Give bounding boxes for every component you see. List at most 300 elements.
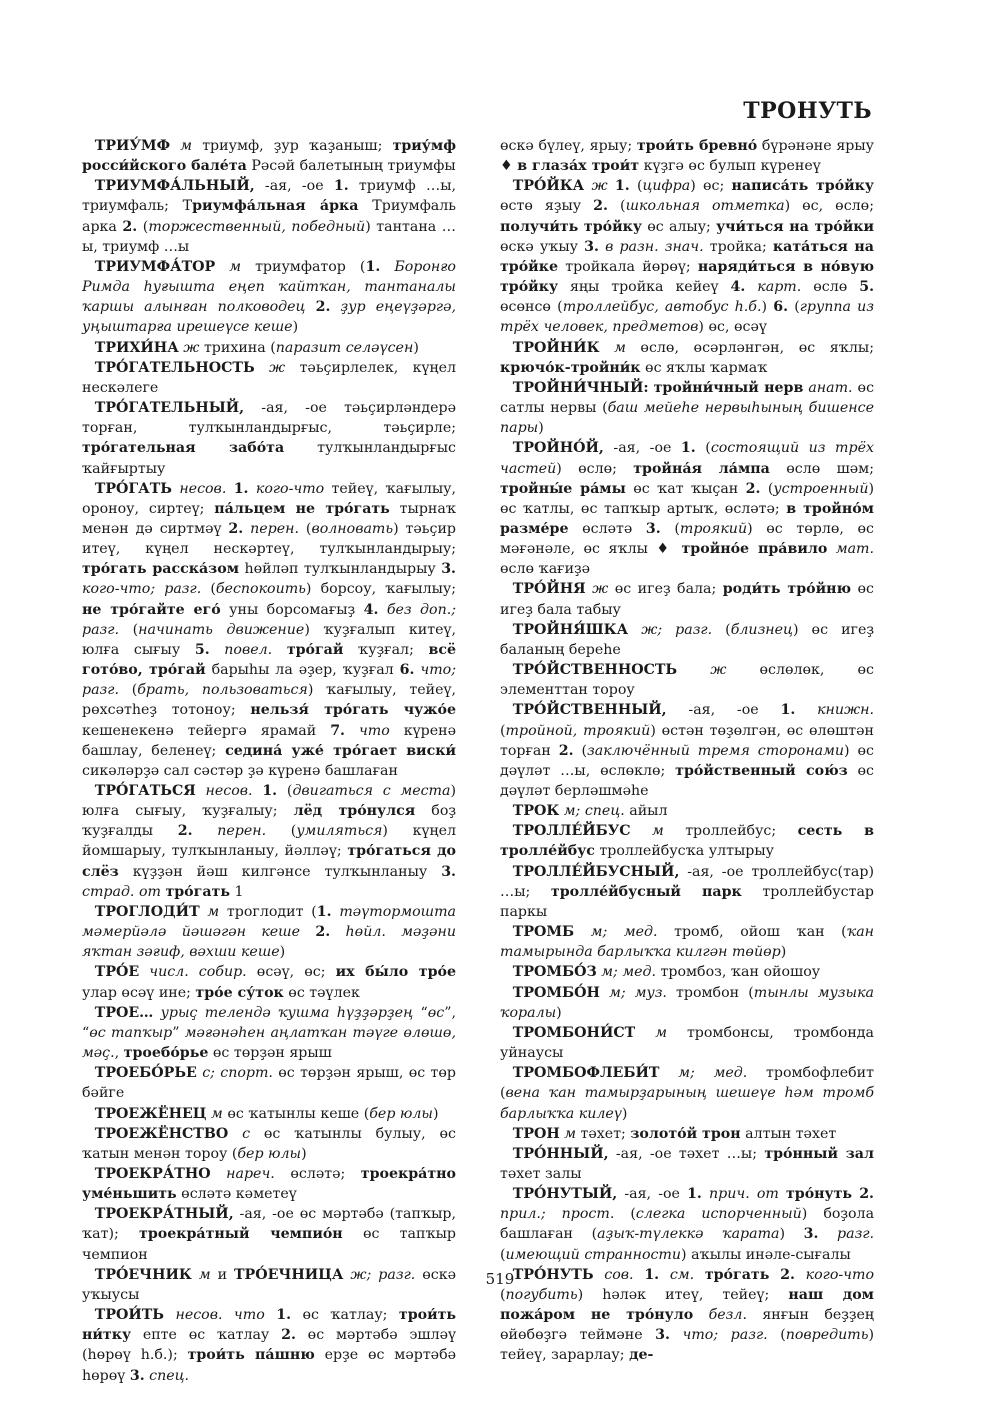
entry-label: м (652, 823, 664, 840)
entry-phrase: трои́ть ни́тку (82, 1307, 457, 1344)
entry-label: группа из трёх человек, предметов (500, 299, 875, 336)
entry-label: м (198, 1266, 211, 1283)
entry-text: ) өс дәүләт …ы, өслөклө; (500, 742, 874, 779)
entry-headword: ТРОМБО́Н (512, 984, 600, 1001)
entry-text: барыһы ла әҙер, ҡуҙғал (205, 662, 400, 679)
entry-text (380, 259, 394, 275)
entry-text (827, 541, 835, 557)
running-head: ТРОНУТЬ (743, 98, 872, 124)
entry-text: Триумфаль арка (82, 198, 456, 235)
entry-headword: ТРО́ЙСТВЕННОСТЬ (512, 662, 678, 679)
entry-label: карт. (757, 279, 802, 296)
dictionary-entry (82, 398, 456, 479)
entry-text: ( (573, 742, 588, 759)
entry-phrase: тролле́йбусный парк (550, 883, 742, 900)
entry-phrase: риумфа́льная а́рка (192, 198, 359, 215)
entry-text: ) өс, өсәү (698, 319, 767, 336)
entry-text: күренә башлау, беленеү; (82, 722, 456, 759)
entry-label: ҙур еңеүҙәргә, уңыштарға ирешеүсе кеше (82, 299, 456, 336)
entry-text (226, 481, 233, 497)
entry-label: слегка испорченный (635, 1206, 802, 1223)
entry-text: “ (413, 1004, 428, 1021)
dictionary-entry (82, 1063, 456, 1103)
entry-label: м (564, 1125, 577, 1142)
entry-phrase: сесть в тролле́йбус (500, 823, 874, 860)
entry-label: ж (592, 581, 609, 598)
entry-label: двигаться с места (292, 783, 451, 799)
entry-label: состоящий из трёх частей (500, 440, 874, 477)
entry-text: ) тәьҫир итеү, күңел нескәртеү, тулҡынландырыу; (82, 520, 456, 558)
entry-text (330, 924, 345, 940)
entry-headword: ТРО́ЕЧНИК (94, 1266, 192, 1283)
dictionary-entry (82, 1104, 456, 1124)
entry-text: өсләтә (568, 520, 646, 537)
entry-phrase: 1. (687, 1186, 702, 1203)
dictionary-entry (82, 136, 456, 176)
entry-text: ) (413, 339, 419, 356)
entry-text (139, 964, 149, 980)
dictionary-entry (82, 176, 456, 257)
entry-label: безл. (708, 1307, 747, 1324)
entry-text: троллейбустар паркы (500, 883, 874, 920)
entry-phrase: троебо́рье (123, 1045, 209, 1062)
entry-headword: ТРОМБОФЛЕБИ́Т (512, 1065, 660, 1082)
entry-text: тромбон ( (666, 984, 754, 1001)
dictionary-entry (500, 821, 874, 861)
dictionary-entry (82, 338, 456, 358)
entry-text: ) өс игеҙ баланың береһе (500, 621, 874, 658)
entry-text (170, 138, 180, 154)
entry-label: м (180, 138, 193, 154)
entry-label: начинать движение (138, 621, 305, 638)
dictionary-entry (500, 660, 874, 700)
entry-text: ) тейеү, зарарлау; (500, 1327, 875, 1364)
entry-phrase: троекра́тный чемпио́н (139, 1226, 343, 1243)
entry-text: ) (279, 944, 286, 961)
entry-text: ( (299, 520, 312, 537)
entry-text: ерҙе өс мәртәбә һөрөү (82, 1347, 457, 1384)
dictionary-entry (82, 781, 456, 902)
dictionary-entry (500, 862, 874, 922)
entry-phrase: 2. (315, 924, 331, 941)
entry-text: ) тантана …ы, триумф …ы (82, 218, 456, 255)
entry-text: тромб, ойош ҡан ( (657, 924, 847, 941)
entry-phrase: их бы́ло тро́е (335, 964, 456, 981)
entry-phrase: 5. (859, 279, 875, 296)
right-column (500, 136, 874, 1366)
entry-label: м (655, 1024, 667, 1041)
entry-phrase: 3. (441, 863, 456, 880)
entry-headword: ТРОЕКРА́ТНЫЙ, (94, 1206, 234, 1223)
entry-phrase: тро́гательная забо́та (82, 440, 285, 457)
entry-text: епте өс ҡатлау (131, 1327, 282, 1344)
entry-label: ҡан тамырында барлыҡҡа килгән төйөр (500, 924, 875, 961)
entry-text: тулҡынландырғыс ҡайғыртыу (82, 440, 457, 477)
entry-text: өсөнсө ( (500, 299, 563, 316)
entry-phrase: тро́гать расска́зом (82, 561, 240, 578)
entry-label: анат. (808, 379, 853, 396)
entry-phrase: 6. (399, 662, 415, 679)
entry-text: ) өс төрлө, өс мәғәнәле, өс яҡлы ♦ (500, 520, 875, 558)
entry-text: уны борсомағыҙ (220, 601, 364, 618)
entry-headword: ТРОМБОНИ́СТ (512, 1024, 636, 1041)
entry-text: өслөлөк, өс элементтан тороу (500, 662, 875, 699)
entry-phrase: нельзя́ тро́гать чужо́е (250, 702, 456, 719)
entry-text: ) (538, 420, 544, 437)
entry-text: ( (788, 299, 800, 316)
entry-headword: ТРОЕКРА́ТНО (94, 1165, 211, 1182)
entry-phrase: всё гото́во, тро́гай (82, 641, 457, 679)
entry-phrase: троекра́тно уме́ньшить (82, 1165, 456, 1203)
entry-text: өс төрҙән ярыш (208, 1045, 332, 1062)
entry-phrase: тройно́е пра́вило (681, 541, 828, 558)
entry-text: ( (201, 581, 216, 598)
entry-text: -ая, -ое (603, 440, 681, 457)
dictionary-entry (82, 257, 456, 338)
entry-text: өскә уҡыу (500, 238, 585, 255)
dictionary-entry (500, 801, 874, 821)
entry-text (305, 299, 315, 315)
entry-phrase: 1. (780, 702, 796, 719)
entry-text: ( (277, 783, 293, 799)
entry-text: ) (780, 944, 787, 961)
entry-label: бер юлы (369, 1105, 433, 1122)
entry-label: без доп.; разг. (82, 601, 457, 638)
entry-phrase: наряди́ться в но́вую тро́йку (500, 258, 874, 296)
entry-phrase: крючо́к-тройни́к (500, 359, 641, 376)
entry-text: трихина ( (199, 339, 276, 356)
dictionary-entry (500, 1144, 874, 1184)
entry-text (300, 924, 315, 940)
entry-text (249, 481, 256, 497)
entry-text: триумф …ы, триумфаль; Т (82, 178, 456, 215)
entry-text: өслө, өсәрләнгән, өс яҡлы; (625, 339, 874, 356)
entry-text: ) өслө; (556, 460, 634, 477)
entry-label: тынлы музыка ҡоралы (500, 984, 875, 1021)
entry-label: несов. (179, 480, 227, 497)
entry-phrase: 1. (262, 783, 278, 799)
entry-phrase: 2. (281, 1327, 296, 1344)
entry-label: кого-что (805, 1266, 874, 1283)
entry-phrase: учи́ться на тро́йки (716, 218, 874, 235)
entry-phrase: де- (629, 1347, 654, 1364)
entry-text: ) (779, 1226, 804, 1243)
entry-text (153, 1005, 160, 1021)
dictionary-entry (82, 902, 456, 962)
entry-text: -ая, -ое өс мәртәбә (тапҡыр, ҡат); (82, 1206, 456, 1243)
entry-text: ( (712, 621, 731, 638)
entry-text: ) (621, 1105, 628, 1122)
entry-label: нареч. (226, 1165, 275, 1182)
entry-headword: ТРОЕ… (94, 1004, 154, 1021)
entry-text (255, 360, 269, 376)
dictionary-entry (82, 1204, 456, 1264)
entry-text: тройкала йөрөү; (557, 258, 698, 275)
entry-text: боҙ ҡуҙғалды (82, 803, 456, 840)
entry-text (272, 642, 287, 658)
entry-text: ( (500, 722, 506, 739)
entry-phrase: ТРО́ЕЧНИЦА (234, 1266, 344, 1283)
entry-label: ж (183, 339, 200, 356)
entry-phrase: 2. (859, 1186, 874, 1203)
dictionary-entry (500, 983, 874, 1023)
entry-text: ) аҡылы инәле-сығалы (681, 1246, 851, 1263)
dictionary-entry (500, 1023, 874, 1063)
entry-text: ) өс ҡатлы, өс тапҡыр артыҡ, өсләтә; (500, 480, 875, 517)
entry-text: 1 (229, 883, 244, 900)
dictionary-entry (82, 479, 456, 781)
entry-text: ) ҡағылыу, тейеү, рөхсәтһеҙ тотоноу; (82, 682, 456, 719)
entry-text: өскә уҡыусы (82, 1266, 456, 1303)
entry-phrase: 1. (276, 1307, 292, 1324)
entry-label: өс (427, 1004, 445, 1021)
entry-text: -ая, -ое (617, 1186, 688, 1203)
dictionary-entry (500, 378, 874, 438)
entry-text: өс ҡатлау; (291, 1307, 399, 1324)
entry-text: ) өс, өслө; (784, 198, 874, 215)
entry-text: ) (556, 1004, 562, 1021)
entry-text (795, 702, 817, 718)
entry-headword: ТРИУМФА́ЛЬНЫЙ, (94, 178, 255, 195)
entry-text (599, 340, 614, 356)
entry-text: тырнаҡ менән дә сиртмәү (82, 500, 456, 537)
entry-text (600, 985, 609, 1001)
entry-text: тәхет; (576, 1125, 631, 1142)
entry-text (659, 1065, 678, 1081)
entry-text: ( (118, 621, 139, 638)
entry-headword: ТРО́ЙНЯ (512, 581, 586, 598)
entry-label: разг. (837, 1226, 875, 1243)
entry-text: -ая, -ое (666, 702, 781, 719)
entry-text: ( (500, 1286, 506, 1303)
entry-label: цифра (642, 178, 691, 195)
entry-label: м; мед. (601, 964, 657, 981)
entry-text: ) (301, 1145, 307, 1162)
entry-label: прил.; прост. (500, 1206, 615, 1223)
entry-text: алтын тәхет (740, 1125, 837, 1142)
dictionary-entry (500, 962, 874, 982)
entry-label: повел. (224, 641, 273, 658)
entry-phrase: тройни́чный нерв (653, 379, 804, 396)
entry-text: ( (760, 480, 774, 497)
entry-label: мәғәнәһен аңлатҡан тәүге өлөшө, мәҫ. (82, 1024, 456, 1062)
entry-phrase: 1. (316, 903, 332, 920)
entry-phrase: в тройно́м разме́ре (500, 500, 874, 537)
entry-text: тромбонсы, тромбонда уйнаусы (500, 1024, 874, 1062)
entry-label: тройной, троякий (505, 722, 651, 739)
entry-phrase: золото́й трон (630, 1125, 741, 1142)
entry-text: сикәләрҙә сал сәстәр ҙә күренә башлаған (82, 762, 398, 779)
entry-text (574, 924, 591, 940)
entry-phrase: тро́нный зал (764, 1145, 874, 1162)
entry-text: өс игеҙ бала табыу (500, 581, 875, 618)
entry-headword: ТРОК (512, 803, 560, 820)
entry-text (215, 259, 229, 275)
entry-text (702, 1186, 709, 1202)
entry-label: кого-что (255, 480, 325, 497)
entry-text: ”, “ (82, 1004, 457, 1041)
entry-label: несов. (205, 783, 253, 799)
entry-text (745, 279, 757, 295)
entry-text: триумфатор ( (241, 258, 366, 275)
left-column (82, 136, 456, 1386)
entry-headword: ТРИУ́МФ (94, 138, 171, 154)
entry-text (779, 1186, 786, 1202)
entry-phrase: тро́гать (704, 1266, 770, 1283)
entry-text (608, 178, 615, 194)
dictionary-entry (500, 438, 874, 579)
entry-label: см. (669, 1266, 695, 1283)
entry-text (378, 602, 386, 618)
entry-phrase: ката́ться на тро́йке (500, 238, 874, 275)
entry-headword: ТРОЕЖЁНЕЦ (94, 1105, 207, 1122)
entry-label: ж; разг. (350, 1266, 416, 1283)
entry-phrase: 2. (558, 742, 574, 759)
entry-label: Боронғо Римда һуғышта еңеп ҡайтҡан, тантаналы ҡаршы алынған полководец (82, 258, 456, 316)
entry-text: ) өс; (690, 178, 732, 195)
entry-label: с (242, 1125, 251, 1142)
entry-text: өс мәртәбә эшләү (һөрөү һ.б.); (82, 1327, 457, 1364)
entry-text: ) (433, 1105, 439, 1122)
entry-label: вена ҡан тамырҙарының шешеүе һәм тромб барлыҡҡа килеү (500, 1085, 874, 1122)
entry-label: перен. (250, 520, 300, 537)
dictionary-entry (500, 136, 874, 176)
entry-headword: ТРО́ГАТЬ (94, 480, 172, 497)
entry-text (265, 1307, 276, 1323)
entry-phrase: тро́гаться до слёз (82, 843, 456, 880)
entry-label: волновать (311, 520, 394, 537)
entry-label: погубить (505, 1286, 578, 1303)
dictionary-entry (82, 1164, 456, 1204)
entry-headword: ТРО́ННЫЙ, (512, 1145, 609, 1162)
dictionary-entry (500, 700, 874, 801)
entry-text: троглодит ( (219, 903, 317, 920)
entry-label: аҙыҡ-түлеккә ҡарата (597, 1226, 780, 1243)
entry-label: имеющий странности (505, 1246, 682, 1263)
entry-text: бүрәнәне ярыу ♦ (500, 138, 875, 175)
entry-text: өсләтә; (274, 1165, 361, 1182)
entry-phrase: седина́ уже́ тро́гает виски́ (225, 742, 456, 759)
entry-phrase: получи́ть тро́йку (500, 218, 642, 235)
entry-headword: ТРОМБ (512, 924, 575, 941)
entry-text: троллейбус; (663, 823, 798, 840)
entry-text: ( (767, 1327, 786, 1344)
entry-phrase: 4. (363, 601, 379, 618)
entry-phrase: 1. (333, 178, 349, 195)
entry-label: что (358, 722, 390, 739)
entry-text: ) (292, 319, 299, 336)
entry-phrase: тройны́е ра́мы (500, 480, 626, 497)
entry-headword: ТРОЙНИ́К (512, 339, 600, 356)
entry-headword: ТРОЙНИ́ЧНЫЙ: (512, 379, 649, 396)
dictionary-entry (500, 620, 874, 660)
entry-phrase: трои́ть бревно́ (636, 138, 758, 154)
entry-phrase: 1. (680, 440, 696, 457)
entry-text (193, 823, 218, 839)
entry-label: ж (269, 359, 286, 376)
entry-text: өс ҡатынлы кеше ( (222, 1105, 370, 1122)
entry-label: м; спец. (563, 803, 625, 820)
entry-label: страд. от (82, 883, 161, 900)
entry-headword: ТРОМБО́З (512, 964, 597, 981)
entry-phrase: 7. (330, 722, 345, 739)
entry-text (330, 299, 340, 315)
entry-phrase: 4. (730, 279, 746, 296)
entry-label: тәүтормошта мәмерйәлә йәшәгән кеше (82, 903, 456, 941)
entry-text: ( (660, 520, 680, 537)
entry-headword: ТРОН (512, 1125, 560, 1142)
entry-text: өслө ҡағиҙә (500, 561, 591, 578)
entry-text: кешенекенә тейергә ярамай (82, 722, 331, 739)
entry-label: беспокоить (215, 581, 306, 598)
entry-label: м (614, 339, 626, 356)
dictionary-entry (82, 1305, 456, 1386)
entry-phrase: 2. (780, 1266, 795, 1283)
entry-label: һөйл. мәҙәни яҡтан зәғиф, вәхши кеше (82, 924, 457, 961)
entry-headword: ТРО́ГАТЕЛЬНОСТЬ (94, 359, 255, 376)
entry-text: ) боҙола башлаған ( (500, 1206, 875, 1243)
dictionary-entry (82, 1003, 456, 1063)
entry-headword: ТРИУМФА́ТОР (94, 258, 216, 275)
entry-headword: ТРОЛЛЕ́ЙБУСНЫЙ, (512, 863, 680, 880)
entry-text (196, 783, 206, 799)
entry-text (677, 662, 710, 678)
entry-text: тейеү, ҡағылыу, ороноу, сиртеү; (82, 480, 457, 517)
entry-text (228, 1126, 242, 1142)
entry-phrase: 1. (644, 1266, 660, 1283)
entry-text: тройка; (703, 238, 773, 255)
entry-text: өслө (801, 279, 860, 296)
entry-phrase: трои́ть па́шню (187, 1347, 315, 1364)
entry-text: ” (172, 1024, 185, 1041)
entry-text: янғын беҙҙең өйөбөҙгә теймәне (500, 1307, 874, 1344)
entry-phrase: тройна́я ла́мпа (633, 460, 770, 477)
entry-label: ж (710, 662, 727, 679)
entry-headword: ТРО́ЙСТВЕННЫЙ, (512, 702, 667, 719)
dictionary-entry (500, 922, 874, 962)
entry-text: өс төрҙән ярыш, өс төр бәйге (82, 1065, 456, 1102)
entry-headword: ТРОЙНЯ́ШКА (512, 621, 629, 638)
entry-text: ) күңел йомшарыу, тулҡынланыу, йәлләү; (82, 823, 457, 860)
entry-text (210, 642, 225, 658)
entry-label: повредить (785, 1327, 869, 1344)
dictionary-entry (82, 962, 456, 1002)
entry-label: школьная отметка (625, 198, 785, 215)
entry-text: өсләтә кәметеү (176, 1186, 297, 1203)
dictionary-entry (500, 176, 874, 337)
entry-label: троякий (679, 520, 748, 537)
entry-phrase: 1. (365, 258, 381, 275)
entry-label: близнец (730, 621, 793, 638)
entry-text (211, 1166, 227, 1182)
entry-phrase: 2. (228, 520, 244, 537)
entry-label: кого-что; разг. (82, 581, 202, 598)
entry-label: что; разг. (82, 662, 456, 699)
entry-phrase: тро́гать (165, 883, 230, 900)
entry-headword: ТРО́ГАТЬСЯ (94, 783, 196, 799)
entry-label: перен. (217, 823, 267, 840)
dictionary-entry (500, 1184, 874, 1265)
entry-phrase: 1. (614, 178, 630, 195)
entry-phrase: 2. (122, 218, 138, 235)
entry-label: книжн. (817, 702, 874, 719)
entry-label: м; мед. (678, 1065, 748, 1082)
entry-text (670, 1327, 683, 1343)
entry-text: күҙҙән йәш килгәнсе тулҡынланыу (118, 863, 442, 880)
entry-text (635, 1025, 655, 1041)
entry-text: триумф, ҙур ҡаҙаныш; (192, 138, 393, 154)
entry-text: ) юлға сығыу, ҡуҙғалыу; (82, 783, 457, 820)
